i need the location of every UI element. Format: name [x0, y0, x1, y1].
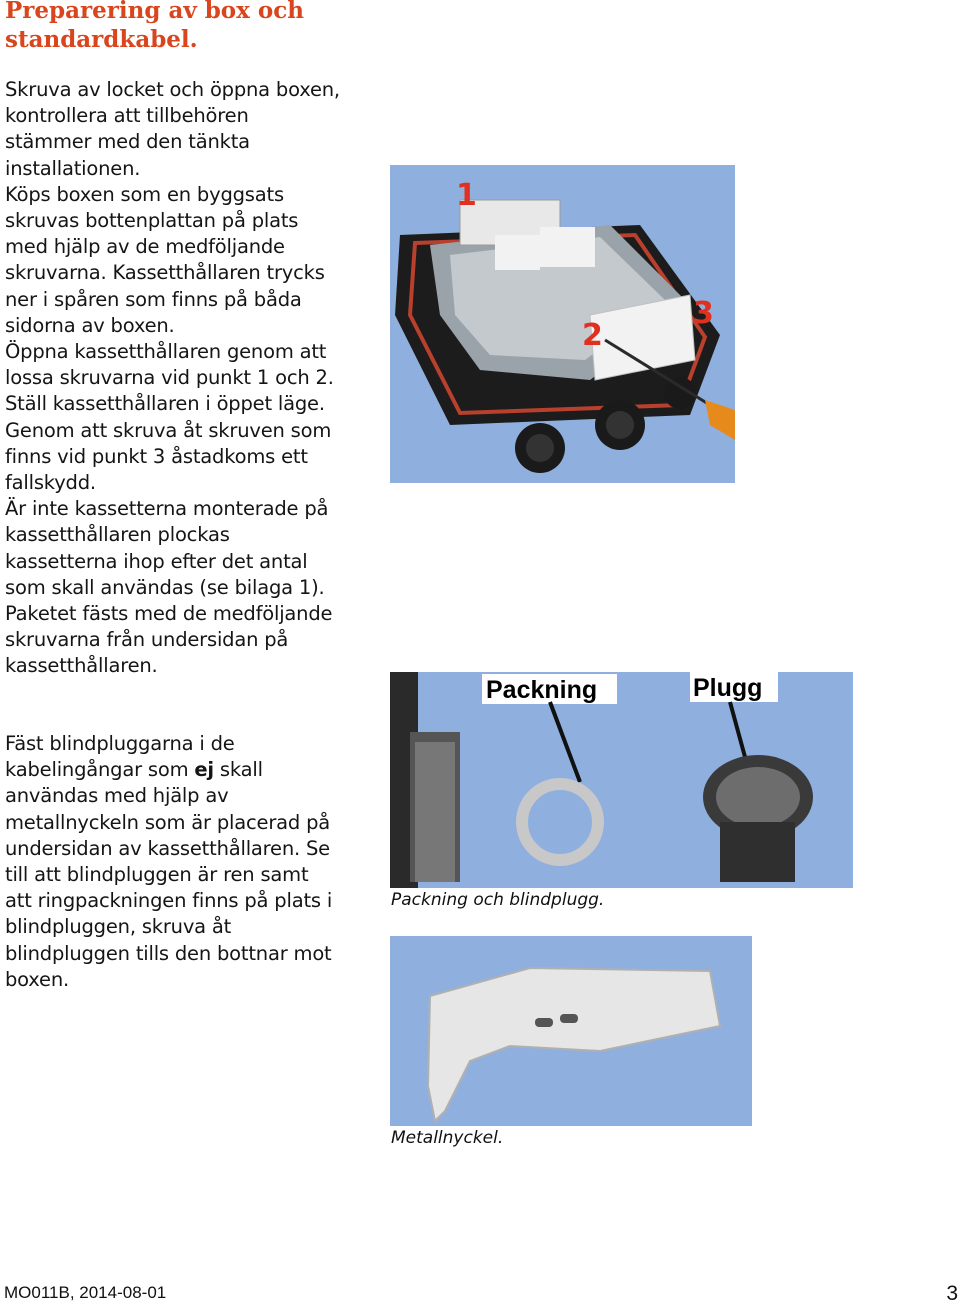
section-heading: Preparering av box och standardkabel.: [5, 0, 304, 53]
document-id: MO011B, 2014-08-01: [4, 1283, 167, 1302]
box-photo: [390, 165, 735, 483]
packning-label: Packning: [486, 676, 598, 704]
gasket-plug-photo: [390, 672, 853, 888]
page-number: 3: [946, 1282, 958, 1305]
blind-plug-text-box: [5, 731, 340, 993]
instructions-text-box: [5, 77, 340, 680]
marker-1-label: 1: [456, 178, 477, 213]
emphasis-text: ej: [194, 758, 214, 782]
paragraph: Är inte kassetterna monterade på kassetthållaren plockas kassetterna ihop efter det antal som skall användas (se bilaga 1). Paketet fästs med de medföljande skruvarna från undersidan på kassetthållaren.: [5, 497, 333, 678]
text-segment: Fäst blindpluggarna i de kabelingångar som: [5, 732, 235, 782]
paragraph: Köps boxen som en byggsats skruvas bottenplattan på plats med hjälp av de medföljande skruvarna. Kassetthållaren trycks ner i spåren som finns på båda sidorna av boxen.: [5, 182, 325, 337]
metal-key-photo: [390, 936, 752, 1126]
marker-3-label: 3: [693, 296, 714, 331]
paragraph: Skruva av locket och öppna boxen, kontrollera att tillbehören stämmer med den tänkta installationen.: [5, 78, 340, 180]
plugg-label: Plugg: [693, 674, 763, 702]
marker-2-label: 2: [582, 318, 603, 353]
photo3-caption: Metallnyckel.: [391, 1128, 504, 1148]
paragraph: Öppna kassetthållaren genom att lossa skruvarna vid punkt 1 och 2. Ställ kassetthållaren i öppet läge. Genom att skruva åt skruven som finns vid punkt 3 åstadkoms ett fallskydd.: [5, 340, 334, 495]
text-segment: skall användas med hjälp av metallnyckeln som är placerad på undersidan av kassetthållaren. Se till att blindpluggen är ren samt att ringpackningen finns på plats i blindpluggen, skruva åt blindpluggen tills den bottnar mot boxen.: [5, 758, 333, 991]
photo2-caption: Packning och blindplugg.: [391, 890, 605, 910]
